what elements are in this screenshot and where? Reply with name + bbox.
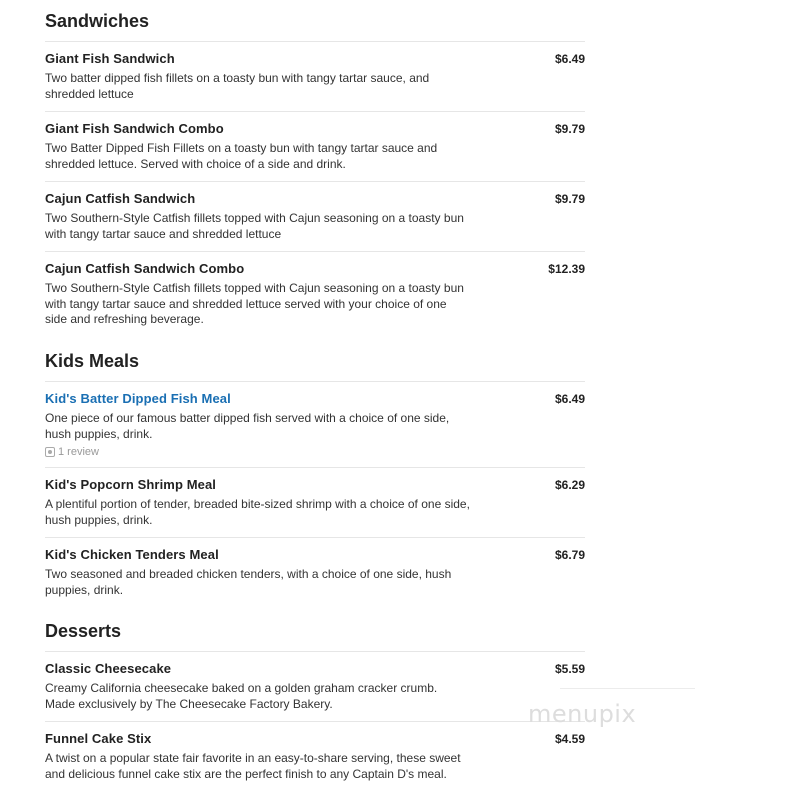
item-description: Two seasoned and breaded chicken tenders, with a choice of one side, hush puppies, drink.	[45, 567, 452, 597]
item-name: Giant Fish Sandwich Combo	[45, 121, 224, 136]
section-desserts	[45, 620, 585, 791]
item-description: Creamy California cheesecake baked on a golden graham cracker crumb. Made exclusively by The Cheesecake Factory Bakery.	[45, 681, 438, 711]
menu-item	[45, 722, 585, 791]
item-price: $6.49	[554, 392, 585, 406]
review-count: 1 review	[58, 446, 99, 458]
section-title: Kids Meals	[45, 350, 585, 382]
review-icon	[45, 447, 55, 457]
item-name: Funnel Cake Stix	[45, 731, 152, 746]
item-price: $9.79	[554, 192, 585, 206]
item-name-link[interactable]: Kid's Batter Dipped Fish Meal	[45, 391, 231, 406]
section-title: Sandwiches	[45, 10, 585, 42]
watermark-rule	[560, 688, 695, 689]
menu-item	[45, 42, 585, 112]
item-name: Classic Cheesecake	[45, 661, 172, 676]
review-link[interactable]	[45, 446, 99, 458]
menu-item	[45, 252, 585, 337]
menu-item	[45, 652, 585, 722]
menu-item	[45, 468, 585, 538]
menu-item	[45, 538, 585, 607]
item-price: $5.59	[554, 662, 585, 676]
section-kids-meals	[45, 350, 585, 607]
watermark-logo: menupix	[528, 700, 637, 728]
item-price: $6.49	[554, 52, 585, 66]
menu-item	[45, 112, 585, 182]
item-name: Cajun Catfish Sandwich	[45, 191, 196, 206]
item-price: $12.39	[548, 262, 585, 276]
item-description: Two Southern-Style Catfish fillets topped with Cajun seasoning on a toasty bun with tangy tartar sauce and shredded lettuce	[45, 211, 464, 241]
menu-item	[45, 382, 585, 468]
item-description: A twist on a popular state fair favorite in an easy-to-share serving, these sweet and delicious funnel cake stix are the perfect finish to any Captain D's meal.	[45, 751, 461, 781]
item-description: One piece of our famous batter dipped fish served with a choice of one side, hush puppies, drink.	[45, 411, 450, 441]
item-description: Two batter dipped fish fillets on a toasty bun with tangy tartar sauce, and shredded lettuce	[45, 71, 430, 101]
item-description: Two Southern-Style Catfish fillets topped with Cajun seasoning on a toasty bun with tangy tartar sauce and shredded lettuce served with your choice of one side and refreshing beverage.	[45, 281, 464, 326]
item-name: Kid's Popcorn Shrimp Meal	[45, 477, 217, 492]
menu-item	[45, 182, 585, 252]
section-title: Desserts	[45, 620, 585, 652]
item-price: $9.79	[554, 122, 585, 136]
item-name: Cajun Catfish Sandwich Combo	[45, 261, 245, 276]
item-price: $4.59	[554, 732, 585, 746]
item-description: A plentiful portion of tender, breaded bite-sized shrimp with a choice of one side, hush puppies, drink.	[45, 497, 470, 527]
item-price: $6.79	[554, 548, 585, 562]
item-price: $6.29	[554, 478, 585, 492]
item-description: Two Batter Dipped Fish Fillets on a toasty bun with tangy tartar sauce and shredded lettuce. Served with choice of a side and drink.	[45, 141, 438, 171]
section-sandwiches	[45, 10, 585, 337]
item-name: Giant Fish Sandwich	[45, 51, 175, 66]
item-name: Kid's Chicken Tenders Meal	[45, 547, 219, 562]
